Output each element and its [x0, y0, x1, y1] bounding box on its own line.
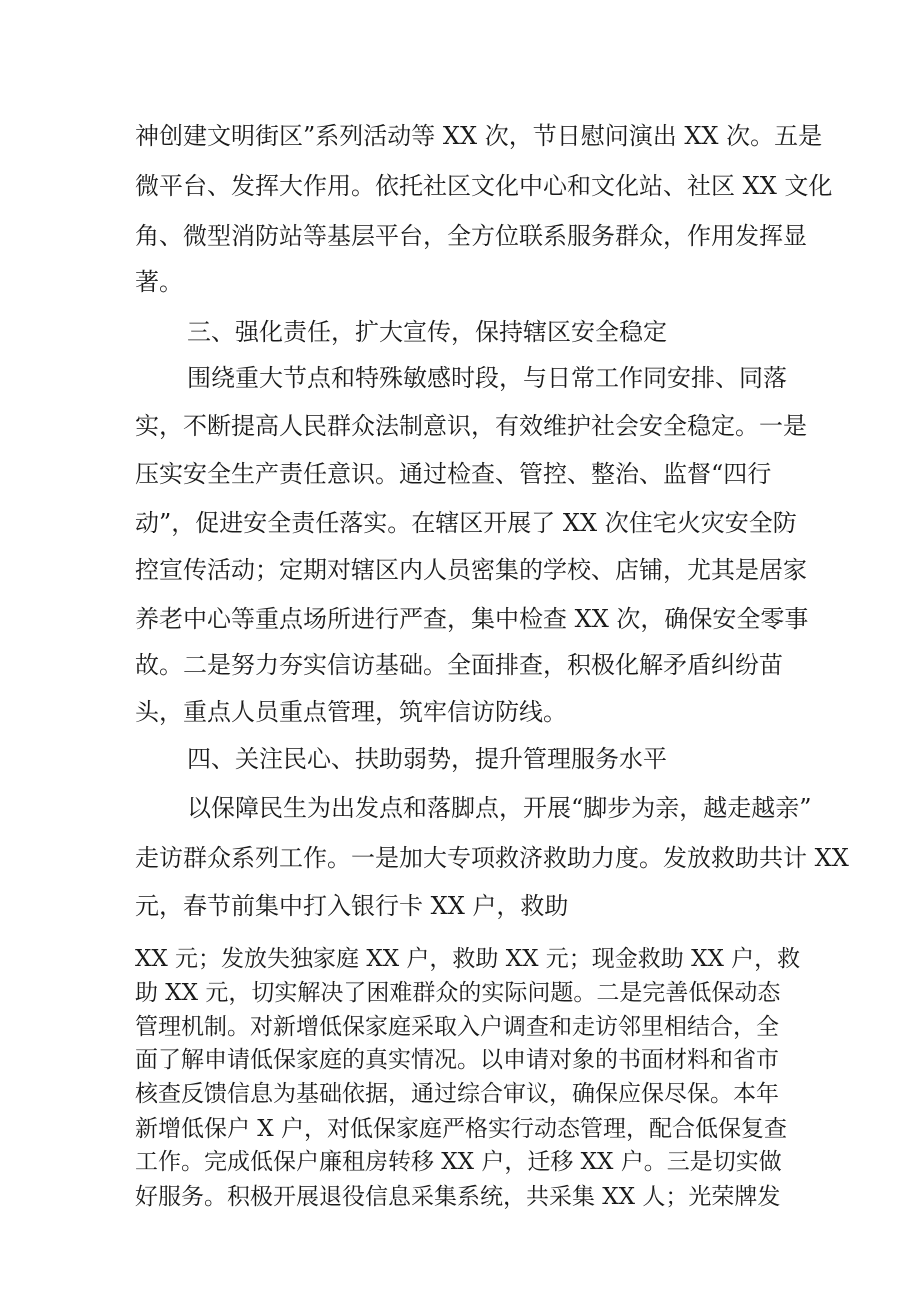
section-heading-3: 三、强化责任，扩大宣传，保持辖区安全稳定: [187, 318, 667, 346]
text-line: 动”，促进安全责任落实。在辖区开展了 XX 次住宅火灾安全防: [135, 509, 797, 537]
text-line: 元，春节前集中打入银行卡 XX 户，救助: [135, 892, 569, 920]
text-line: 神创建文明街区”系列活动等 XX 次，节日慰问演出 XX 次。五是: [135, 122, 823, 150]
text-line: 角、微型消防站等基层平台，全方位联系服务群众，作用发挥显: [135, 222, 807, 250]
text-line: XX 元；发放失独家庭 XX 户，救助 XX 元；现金救助 XX 户，救: [135, 946, 801, 972]
text-line: 助 XX 元，切实解决了困难群众的实际问题。二是完善低保动态: [135, 980, 781, 1006]
text-line: 以保障民生为出发点和落脚点，开展“脚步为亲，越走越亲”: [187, 794, 812, 822]
text-line: 微平台、发挥大作用。依托社区文化中心和文化站、社区 XX 文化: [135, 172, 833, 200]
text-line: 工作。完成低保户廉租房转移 XX 户，迁移 XX 户。三是切实做: [135, 1149, 782, 1175]
text-line: 压实安全生产责任意识。通过检查、管控、整治、监督“四行: [135, 460, 772, 488]
text-line: 好服务。积极开展退役信息采集系统，共采集 XX 人；光荣牌发: [135, 1184, 781, 1210]
text-line: 管理机制。对新增低保家庭采取入户调查和走访邻里相结合，全: [135, 1014, 779, 1040]
text-line: 控宣传活动；定期对辖区内人员密集的学校、店铺，尤其是居家: [135, 556, 807, 584]
text-line: 实，不断提高人民群众法制意识，有效维护社会安全稳定。一是: [135, 412, 807, 440]
section-heading-4: 四、关注民心、扶助弱势，提升管理服务水平: [187, 745, 667, 773]
text-line: 走访群众系列工作。一是加大专项救济救助力度。发放救助共计 XX: [135, 844, 849, 872]
text-line: 核查反馈信息为基础依据，通过综合审议，确保应保尽保。本年: [135, 1081, 779, 1107]
text-line: 头，重点人员重点管理，筑牢信访防线。: [135, 698, 567, 726]
text-line: 故。二是努力夯实信访基础。全面排查，积极化解矛盾纠纷苗: [135, 651, 783, 679]
text-line: 养老中心等重点场所进行严查，集中检查 XX 次，确保安全零事: [135, 605, 809, 633]
text-line: 新增低保户 X 户，对低保家庭严格实行动态管理，配合低保复查: [135, 1116, 787, 1142]
text-line: 面了解申请低保家庭的真实情况。以申请对象的书面材料和省市: [135, 1047, 779, 1073]
text-line: 著。: [135, 268, 183, 296]
text-line: 围绕重大节点和特殊敏感时段，与日常工作同安排、同落: [187, 364, 787, 392]
